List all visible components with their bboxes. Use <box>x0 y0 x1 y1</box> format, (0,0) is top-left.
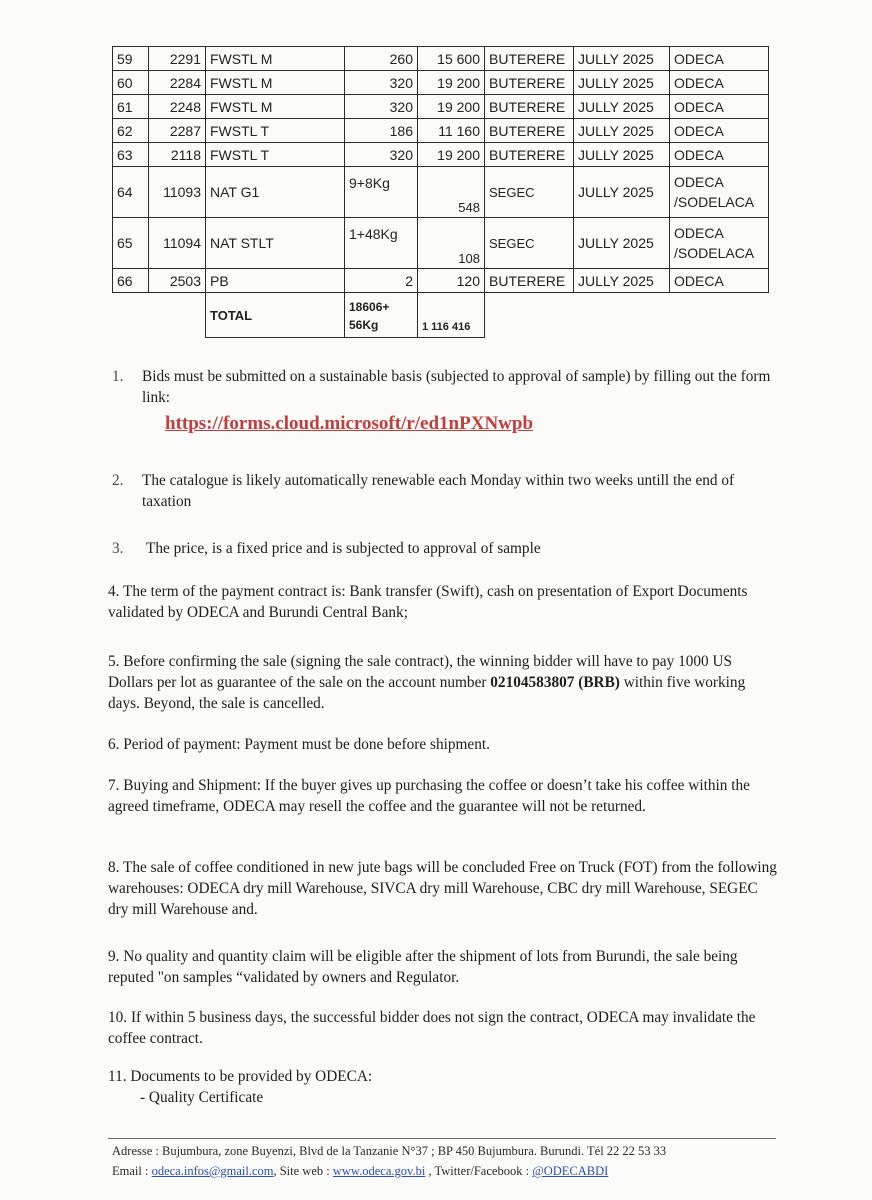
cell-owner: ODECA /SODELACA <box>670 218 769 269</box>
cell-num: 59 <box>113 47 149 71</box>
cell-kg: 120 <box>418 269 485 293</box>
total-kg: 1 116 416 <box>418 293 485 338</box>
table-row <box>113 47 769 71</box>
cell-warehouse: BUTERERE <box>485 95 574 119</box>
term-10: 10. If within 5 business days, the successful bidder does not sign the contract, ODECA may invalidate the coffee contract. <box>108 1009 756 1047</box>
cell-warehouse: BUTERERE <box>485 269 574 293</box>
cell-lot: 11093 <box>149 167 206 218</box>
cell-lot: 2503 <box>149 269 206 293</box>
table-row <box>113 95 769 119</box>
cell-grade: FWSTL T <box>206 143 345 167</box>
cell-bags: 320 <box>345 95 418 119</box>
cell-kg: 11 160 <box>418 119 485 143</box>
cell-num: 64 <box>113 167 149 218</box>
cell-bags: 2 <box>345 269 418 293</box>
table-row <box>113 218 769 269</box>
table-row <box>113 167 769 218</box>
term-3 <box>108 538 778 559</box>
cell-date: JULLY 2025 <box>574 167 670 218</box>
total-bags: 18606+ 56Kg <box>345 293 418 338</box>
cell-date: JULLY 2025 <box>574 71 670 95</box>
social-label: , Twitter/Facebook : <box>425 1164 533 1178</box>
table-row <box>113 143 769 167</box>
cell-kg: 19 200 <box>418 143 485 167</box>
cell-grade: PB <box>206 269 345 293</box>
cell-num: 65 <box>113 218 149 269</box>
term-6: 6. Period of payment: Payment must be done before shipment. <box>108 736 490 753</box>
cell-warehouse: BUTERERE <box>485 119 574 143</box>
term-1-number: 1. <box>112 368 124 385</box>
cell-date: JULLY 2025 <box>574 143 670 167</box>
term-3-text: The price, is a fixed price and is subjected to approval of sample <box>146 540 541 557</box>
blank-cell <box>113 293 149 338</box>
cell-bags: 186 <box>345 119 418 143</box>
footer-contacts <box>112 1164 792 1179</box>
cell-warehouse: SEGEC <box>485 167 574 218</box>
blank-cell <box>149 293 206 338</box>
cell-lot: 2284 <box>149 71 206 95</box>
cell-date: JULLY 2025 <box>574 218 670 269</box>
cell-grade: NAT G1 <box>206 167 345 218</box>
site-label: , Site web : <box>273 1164 333 1178</box>
email-link[interactable]: odeca.infos@gmail.com <box>151 1164 274 1178</box>
cell-date: JULLY 2025 <box>574 119 670 143</box>
footer-divider <box>108 1138 776 1139</box>
cell-grade: NAT STLT <box>206 218 345 269</box>
cell-owner: ODECA <box>670 269 769 293</box>
cell-kg: 548 <box>418 167 485 218</box>
cell-warehouse: SEGEC <box>485 218 574 269</box>
cell-lot: 2291 <box>149 47 206 71</box>
cell-num: 66 <box>113 269 149 293</box>
term-7: 7. Buying and Shipment: If the buyer gives up purchasing the coffee or doesn’t take his coffee within the agreed timeframe, ODECA may resell the coffee and the guarantee will not be returned. <box>108 777 750 815</box>
term-1-text: Bids must be submitted on a sustainable basis (subjected to approval of sample) by filling out the form link: <box>142 368 771 406</box>
cell-kg: 108 <box>418 218 485 269</box>
table-row <box>113 119 769 143</box>
term-5-text-post: within five working days. Beyond, the sale is cancelled. <box>108 674 746 712</box>
term-11: 11. Documents to be provided by ODECA: <box>108 1068 373 1085</box>
form-link[interactable]: https://forms.cloud.microsoft/r/ed1nPXNwpb <box>165 413 534 434</box>
blank-cell <box>574 293 670 338</box>
blank-cell <box>485 293 574 338</box>
cell-bags: 9+8Kg <box>345 167 418 218</box>
cell-lot: 2248 <box>149 95 206 119</box>
cell-num: 60 <box>113 71 149 95</box>
cell-kg: 19 200 <box>418 71 485 95</box>
term-5 <box>108 651 778 714</box>
cell-owner: ODECA <box>670 47 769 71</box>
cell-grade: FWSTL T <box>206 119 345 143</box>
cell-grade: FWSTL M <box>206 47 345 71</box>
footer-address: Adresse : Bujumbura, zone Buyenzi, Blvd de la Tanzanie N°37 ; BP 450 Bujumbura. Burundi. Tél 22 22 53 33 <box>112 1144 667 1158</box>
term-8: 8. The sale of coffee conditioned in new jute bags will be concluded Free on Truck (FOT) from the following warehouses: ODECA dry mill Warehouse, SIVCA dry mill Warehouse, CBC dry mill Warehouse, SEGEC dry mill Warehouse and. <box>108 859 777 918</box>
cell-lot: 2118 <box>149 143 206 167</box>
term-2-text: The catalogue is likely automatically renewable each Monday within two weeks untill the end of taxation <box>142 472 735 510</box>
cell-owner: ODECA <box>670 71 769 95</box>
term-2-number: 2. <box>112 472 124 489</box>
term-9: 9. No quality and quantity claim will be eligible after the shipment of lots from Burundi, the sale being reputed "on samples “validated by owners and Regulator. <box>108 948 738 986</box>
total-row <box>113 293 769 338</box>
cell-bags: 320 <box>345 143 418 167</box>
cell-kg: 19 200 <box>418 95 485 119</box>
cell-owner: ODECA <box>670 95 769 119</box>
cell-lot: 11094 <box>149 218 206 269</box>
email-label: Email : <box>112 1164 152 1178</box>
term-3-number: 3. <box>112 540 124 557</box>
table-row <box>113 71 769 95</box>
cell-warehouse: BUTERERE <box>485 143 574 167</box>
term-1 <box>108 366 778 408</box>
cell-owner: ODECA <box>670 143 769 167</box>
blank-cell <box>670 293 769 338</box>
cell-bags: 320 <box>345 71 418 95</box>
term-5-text-pre: 5. Before confirming the sale (signing the sale contract), the winning bidder will have to pay 1000 US Dollars per lot as guarantee of the sale on the account number <box>108 653 733 691</box>
cell-grade: FWSTL M <box>206 71 345 95</box>
cell-warehouse: BUTERERE <box>485 47 574 71</box>
total-label: TOTAL <box>206 293 345 338</box>
cell-num: 61 <box>113 95 149 119</box>
lots-table <box>112 46 769 338</box>
cell-date: JULLY 2025 <box>574 269 670 293</box>
term-2 <box>108 470 778 512</box>
cell-owner: ODECA /SODELACA <box>670 167 769 218</box>
website-link[interactable]: www.odeca.gov.bi <box>332 1164 426 1178</box>
cell-date: JULLY 2025 <box>574 47 670 71</box>
social-link[interactable]: @ODECABDI <box>532 1164 609 1178</box>
cell-warehouse: BUTERERE <box>485 71 574 95</box>
cell-num: 62 <box>113 119 149 143</box>
cell-kg: 15 600 <box>418 47 485 71</box>
term-11-item: - Quality Certificate <box>140 1089 264 1106</box>
cell-owner: ODECA <box>670 119 769 143</box>
cell-date: JULLY 2025 <box>574 95 670 119</box>
cell-num: 63 <box>113 143 149 167</box>
cell-bags: 260 <box>345 47 418 71</box>
cell-lot: 2287 <box>149 119 206 143</box>
cell-grade: FWSTL M <box>206 95 345 119</box>
term-4: 4. The term of the payment contract is: Bank transfer (Swift), cash on presentation of Export Documents validated by ODECA and Burundi Central Bank; <box>108 583 748 621</box>
table-row <box>113 269 769 293</box>
cell-bags: 1+48Kg <box>345 218 418 269</box>
bank-account: 02104583807 (BRB) <box>490 674 620 691</box>
